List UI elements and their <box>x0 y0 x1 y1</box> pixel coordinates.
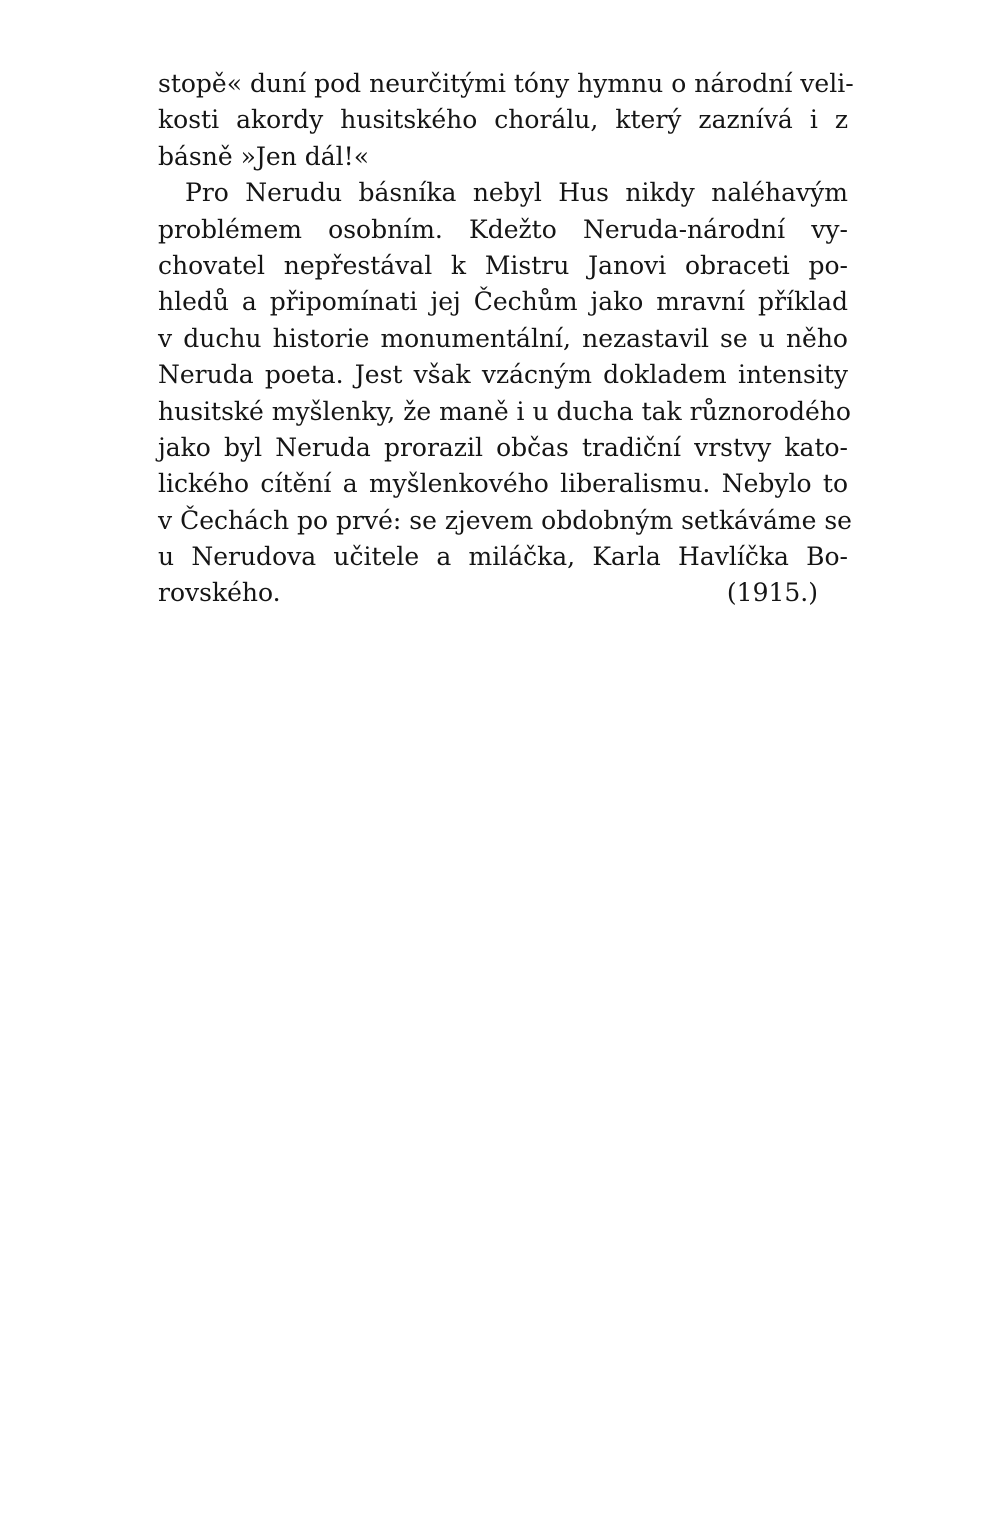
last-text-line <box>158 575 848 611</box>
body-text <box>158 66 854 612</box>
text-line: hledů a připomínati jej Čechům jako mravní příklad <box>158 287 848 317</box>
text-line: kosti akordy husitského chorálu, který zaznívá i z <box>158 105 848 135</box>
text-line: lického cítění a myšlenkového liberalismu. Nebylo to <box>158 469 848 499</box>
text-line: v Čechách po prvé: se zjevem obdobným setkáváme se <box>158 505 852 535</box>
text-line: Neruda poeta. Jest však vzácným dokladem intensity <box>158 360 848 390</box>
date-note: (1915.) <box>726 578 818 608</box>
text-line: problémem osobním. Kdežto Neruda-národní vy- <box>158 214 848 244</box>
text-line: v duchu historie monumentální, nezastavil se u něho <box>158 323 848 353</box>
text-line: jako byl Neruda prorazil občas tradiční vrstvy kato- <box>158 432 848 462</box>
text-line: chovatel nepřestával k Mistru Janovi obraceti po- <box>158 250 848 280</box>
text-line: stopě« duní pod neurčitými tóny hymnu o národní veli- <box>158 69 854 98</box>
text-line: u Nerudova učitele a miláčka, Karla Havlíčka Bo- <box>158 542 848 572</box>
paragraph-start-line: Pro Nerudu básníka nebyl Hus nikdy naléhavým <box>185 178 848 208</box>
last-line-text: rovského. <box>158 578 281 608</box>
text-line: básně »Jen dál!« <box>158 141 369 171</box>
text-line: husitské myšlenky, že maně i u ducha tak různorodého <box>158 396 851 426</box>
